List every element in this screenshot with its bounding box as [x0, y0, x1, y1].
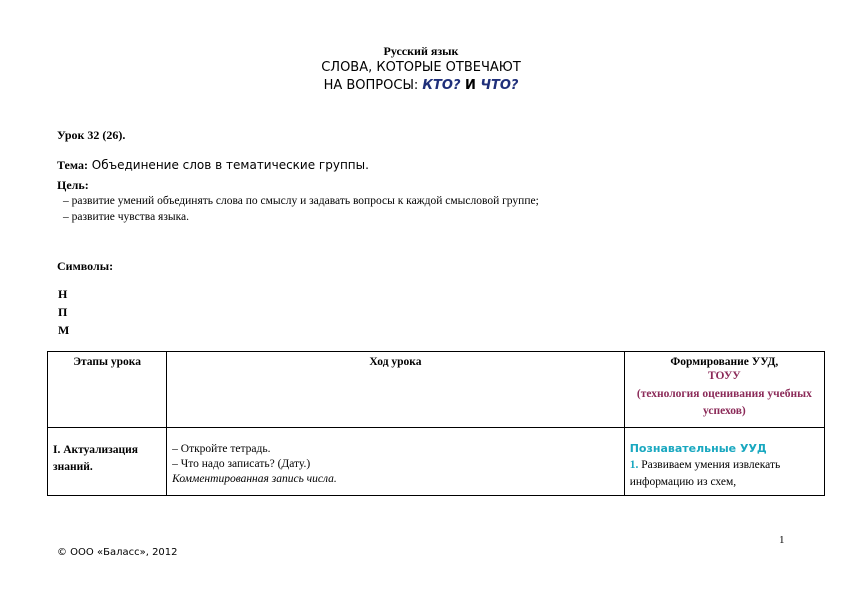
- topic-value: Объединение слов в тематические группы.: [87, 158, 369, 172]
- progress-line: – Откройте тетрадь.: [172, 443, 271, 455]
- lesson-title-line2: [0, 78, 842, 93]
- title-and: И: [460, 78, 481, 93]
- table-row: [48, 428, 825, 496]
- goal-label: Цель:: [57, 178, 89, 192]
- goal-item: – развитие чувства языка.: [63, 211, 190, 223]
- goal-item: – развитие умений объединять слова по смыслу и задавать вопросы к каждой смысловой группе;: [63, 195, 539, 207]
- symbol-m: М: [58, 323, 70, 337]
- progress-line: – Что надо записать? (Дату.): [172, 458, 311, 470]
- question-who: КТО?: [422, 78, 461, 93]
- progress-line: Комментированная запись числа.: [172, 473, 337, 485]
- lesson-table: [47, 351, 825, 496]
- question-what: ЧТО?: [480, 78, 519, 93]
- uud-text: Развиваем умения извлекать информацию из схем,: [629, 459, 781, 488]
- subject-title: Русский язык: [383, 44, 459, 58]
- uud-heading: Познавательные УУД: [629, 442, 767, 455]
- header-uud-title: Формирование УУД,: [670, 356, 779, 368]
- page-number: 1: [779, 534, 785, 546]
- header-stages: Этапы урока: [48, 352, 167, 428]
- topic: [57, 158, 369, 173]
- progress-cell: [167, 428, 625, 496]
- title-prefix: НА ВОПРОСЫ:: [323, 78, 423, 93]
- header-tech: (технология оценивания учебных успехов): [636, 388, 812, 417]
- header-progress: Ход урока: [167, 352, 625, 428]
- copyright-footer: © ООО «Баласс», 2012: [57, 547, 178, 558]
- lesson-title-line1: СЛОВА, КОТОРЫЕ ОТВЕЧАЮТ: [321, 60, 521, 75]
- uud-cell: [624, 428, 824, 496]
- uud-number: 1.: [629, 459, 639, 471]
- lesson-number: Урок 32 (26).: [57, 128, 126, 142]
- symbol-p: П: [58, 305, 68, 319]
- topic-label: Тема:: [57, 158, 88, 172]
- symbol-n: Н: [58, 287, 68, 301]
- stage-cell: I. Актуализация знаний.: [48, 428, 167, 496]
- header-touu: ТОУУ: [708, 370, 741, 382]
- symbols-label: Символы:: [57, 259, 114, 273]
- table-header-row: [48, 352, 825, 428]
- header-uud: [624, 352, 824, 428]
